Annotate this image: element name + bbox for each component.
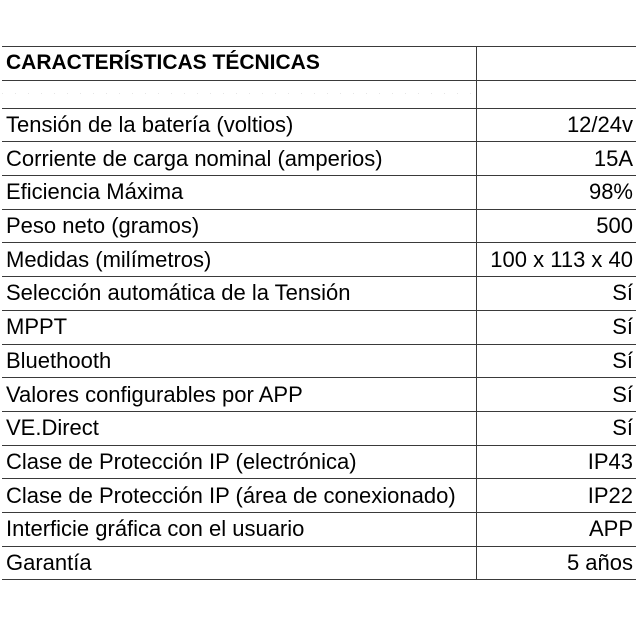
spec-value: 12/24v [476, 108, 636, 142]
spec-value: Sí [476, 310, 636, 344]
table-row [2, 142, 636, 176]
table-row [2, 546, 636, 580]
table-row [2, 209, 636, 243]
spec-value: 98% [476, 176, 636, 210]
spec-value: 100 x 113 x 40 [476, 243, 636, 277]
spec-label: Interficie gráfica con el usuario [2, 512, 476, 546]
blank-row [2, 80, 636, 108]
table-row [2, 445, 636, 479]
spec-value: IP22 [476, 479, 636, 513]
spec-label: Bluethooth [2, 344, 476, 378]
spec-label: Peso neto (gramos) [2, 209, 476, 243]
spec-label: Eficiencia Máxima [2, 176, 476, 210]
spec-value: Sí [476, 411, 636, 445]
table-title: CARACTERÍSTICAS TÉCNICAS [2, 47, 476, 81]
spec-label: Valores configurables por APP [2, 378, 476, 412]
spec-label: Selección automática de la Tensión [2, 277, 476, 311]
table-row [2, 344, 636, 378]
spec-value: 500 [476, 209, 636, 243]
spec-value: IP43 [476, 445, 636, 479]
table-row [2, 479, 636, 513]
table-row [2, 512, 636, 546]
spec-label: Tensión de la batería (voltios) [2, 108, 476, 142]
table-row [2, 411, 636, 445]
spec-label: Clase de Protección IP (área de conexionado) [2, 479, 476, 513]
table-row [2, 310, 636, 344]
blank-label-cell [2, 80, 476, 108]
spec-label: VE.Direct [2, 411, 476, 445]
spec-label: Clase de Protección IP (electrónica) [2, 445, 476, 479]
spec-label: Corriente de carga nominal (amperios) [2, 142, 476, 176]
table-row [2, 108, 636, 142]
spec-value: Sí [476, 277, 636, 311]
spec-value: 15A [476, 142, 636, 176]
title-value-cell [476, 47, 636, 81]
spec-label: Garantía [2, 546, 476, 580]
spec-label: Medidas (milímetros) [2, 243, 476, 277]
table-row [2, 176, 636, 210]
table-row [2, 243, 636, 277]
title-row [2, 47, 636, 81]
table-row [2, 277, 636, 311]
spec-label: MPPT [2, 310, 476, 344]
spec-value: Sí [476, 344, 636, 378]
spec-value: 5 años [476, 546, 636, 580]
table-row [2, 378, 636, 412]
spec-table [2, 46, 636, 580]
blank-value-cell [476, 80, 636, 108]
spec-value: APP [476, 512, 636, 546]
spec-value: Sí [476, 378, 636, 412]
